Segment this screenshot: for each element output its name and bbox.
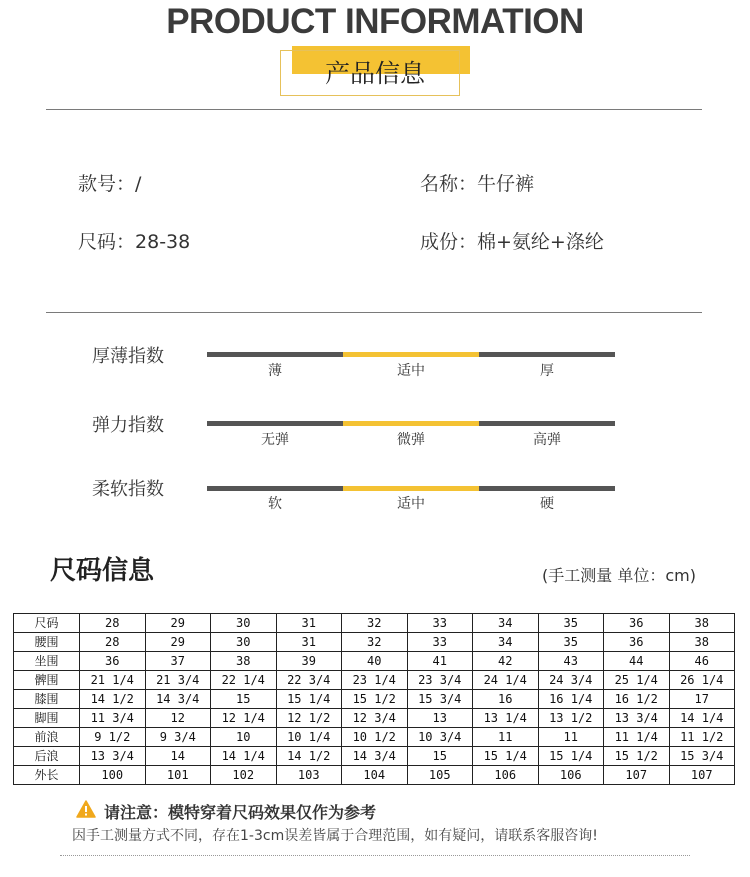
table-row	[14, 671, 735, 690]
table-cell: 104	[342, 766, 408, 785]
product-name-row	[420, 169, 534, 196]
table-cell: 10 1/2	[342, 728, 408, 747]
elasticity-index-bar	[207, 421, 615, 426]
softness-index-label: 柔软指数	[92, 479, 164, 500]
thickness-index-label: 厚薄指数	[92, 346, 164, 367]
size-info-title: 尺码信息	[50, 556, 155, 586]
table-cell: 46	[669, 652, 735, 671]
style-number-row	[78, 169, 141, 196]
row-header-cell: 脚围	[14, 709, 80, 728]
elasticity-index-label: 弹力指数	[92, 415, 164, 436]
table-cell: 29	[145, 614, 211, 633]
table-cell: 106	[538, 766, 604, 785]
table-cell: 14 3/4	[342, 747, 408, 766]
table-cell: 13 3/4	[604, 709, 670, 728]
table-row	[14, 766, 735, 785]
size-info-unit: (手工测量 单位：cm)	[542, 566, 696, 585]
divider	[46, 312, 702, 313]
table-cell: 16	[473, 690, 539, 709]
table-cell: 13 1/4	[473, 709, 539, 728]
table-cell: 35	[538, 633, 604, 652]
table-cell: 36	[604, 633, 670, 652]
table-cell: 33	[407, 614, 473, 633]
table-cell: 21 1/4	[80, 671, 146, 690]
product-name-value: 牛仔裤	[477, 173, 535, 195]
table-cell: 15 1/4	[538, 747, 604, 766]
divider	[46, 109, 702, 110]
table-cell: 28	[80, 633, 146, 652]
table-cell: 101	[145, 766, 211, 785]
table-cell: 22 1/4	[211, 671, 277, 690]
table-cell: 9 3/4	[145, 728, 211, 747]
table-cell: 12	[145, 709, 211, 728]
material-value: 棉+氨纶+涤纶	[477, 231, 604, 253]
warning-icon	[76, 800, 96, 818]
table-cell: 15 1/4	[276, 690, 342, 709]
elasticity-option-none: 无弹	[261, 432, 289, 448]
notice-title: 请注意：模特穿着尺码效果仅作为参考	[104, 803, 377, 822]
table-cell: 15	[407, 747, 473, 766]
table-cell: 15 3/4	[669, 747, 735, 766]
table-cell: 103	[276, 766, 342, 785]
table-cell: 17	[669, 690, 735, 709]
table-cell: 29	[145, 633, 211, 652]
row-header-cell: 膝围	[14, 690, 80, 709]
softness-index-selected	[343, 486, 479, 491]
table-cell: 14 3/4	[145, 690, 211, 709]
softness-index-bar	[207, 486, 615, 491]
table-cell: 100	[80, 766, 146, 785]
table-cell: 9 1/2	[80, 728, 146, 747]
table-cell: 10	[211, 728, 277, 747]
row-header-cell: 尺码	[14, 614, 80, 633]
table-cell: 15 1/2	[342, 690, 408, 709]
dotted-divider	[60, 855, 690, 856]
section-subtitle: 产品信息	[324, 59, 425, 88]
table-cell: 13 1/2	[538, 709, 604, 728]
table-cell: 35	[538, 614, 604, 633]
section-badge	[280, 46, 470, 96]
table-cell: 38	[669, 614, 735, 633]
softness-option-hard: 硬	[540, 496, 554, 512]
table-cell: 32	[342, 614, 408, 633]
table-cell: 15 1/2	[604, 747, 670, 766]
table-cell: 14 1/2	[80, 690, 146, 709]
elasticity-option-high: 高弹	[533, 432, 561, 448]
thickness-index-selected	[343, 352, 479, 357]
table-cell: 12 3/4	[342, 709, 408, 728]
table-cell: 12 1/2	[276, 709, 342, 728]
thickness-index-bar	[207, 352, 615, 357]
row-header-cell: 坐围	[14, 652, 80, 671]
table-cell: 10 1/4	[276, 728, 342, 747]
table-cell: 21 3/4	[145, 671, 211, 690]
table-row	[14, 633, 735, 652]
row-header-cell: 髀围	[14, 671, 80, 690]
table-cell: 11 1/4	[604, 728, 670, 747]
table-cell: 106	[473, 766, 539, 785]
table-cell: 15 1/4	[473, 747, 539, 766]
table-cell: 39	[276, 652, 342, 671]
table-cell: 28	[80, 614, 146, 633]
table-cell: 33	[407, 633, 473, 652]
table-cell: 34	[473, 633, 539, 652]
table-cell: 32	[342, 633, 408, 652]
table-cell: 12 1/4	[211, 709, 277, 728]
table-cell: 15 3/4	[407, 690, 473, 709]
table-cell: 36	[604, 614, 670, 633]
table-cell: 15	[211, 690, 277, 709]
table-cell: 24 3/4	[538, 671, 604, 690]
table-cell: 38	[669, 633, 735, 652]
table-cell: 13	[407, 709, 473, 728]
table-cell: 11	[538, 728, 604, 747]
table-cell: 23 3/4	[407, 671, 473, 690]
table-row	[14, 690, 735, 709]
style-number-value: /	[135, 173, 142, 195]
table-cell: 43	[538, 652, 604, 671]
table-cell: 31	[276, 614, 342, 633]
table-cell: 42	[473, 652, 539, 671]
product-name-label: 名称：	[420, 173, 478, 195]
table-row	[14, 709, 735, 728]
style-number-label: 款号：	[78, 173, 136, 195]
table-cell: 13 3/4	[80, 747, 146, 766]
page-title: PRODUCT INFORMATION	[166, 2, 584, 41]
row-header-cell: 外长	[14, 766, 80, 785]
table-cell: 107	[669, 766, 735, 785]
table-cell: 11 3/4	[80, 709, 146, 728]
table-cell: 22 3/4	[276, 671, 342, 690]
softness-option-medium: 适中	[397, 496, 425, 512]
table-cell: 14 1/4	[211, 747, 277, 766]
table-cell: 30	[211, 614, 277, 633]
thickness-option-thin: 薄	[268, 363, 282, 379]
table-cell: 16 1/2	[604, 690, 670, 709]
table-cell: 107	[604, 766, 670, 785]
table-cell: 30	[211, 633, 277, 652]
table-cell: 105	[407, 766, 473, 785]
table-cell: 10 3/4	[407, 728, 473, 747]
table-cell: 23 1/4	[342, 671, 408, 690]
size-range-value: 28-38	[135, 231, 191, 253]
material-label: 成份：	[420, 231, 478, 253]
table-cell: 36	[80, 652, 146, 671]
thickness-option-medium: 适中	[397, 363, 425, 379]
table-row	[14, 652, 735, 671]
table-cell: 14 1/2	[276, 747, 342, 766]
table-cell: 14	[145, 747, 211, 766]
size-range-label: 尺码：	[78, 231, 136, 253]
table-cell: 16 1/4	[538, 690, 604, 709]
size-table	[13, 613, 735, 785]
table-cell: 102	[211, 766, 277, 785]
row-header-cell: 腰围	[14, 633, 80, 652]
elasticity-option-slight: 微弹	[397, 432, 425, 448]
thickness-option-thick: 厚	[540, 363, 554, 379]
softness-option-soft: 软	[268, 496, 282, 512]
table-row	[14, 728, 735, 747]
table-cell: 41	[407, 652, 473, 671]
size-range-row	[78, 227, 190, 254]
table-cell: 40	[342, 652, 408, 671]
table-cell: 14 1/4	[669, 709, 735, 728]
table-row	[14, 747, 735, 766]
table-cell: 34	[473, 614, 539, 633]
table-cell: 31	[276, 633, 342, 652]
table-cell: 38	[211, 652, 277, 671]
material-row	[420, 227, 604, 254]
notice-text: 因手工测量方式不同，存在1-3cm误差皆属于合理范围，如有疑问，请联系客服咨询!	[72, 828, 598, 844]
table-cell: 11 1/2	[669, 728, 735, 747]
table-row	[14, 614, 735, 633]
table-cell: 26 1/4	[669, 671, 735, 690]
row-header-cell: 前浪	[14, 728, 80, 747]
table-cell: 11	[473, 728, 539, 747]
table-cell: 44	[604, 652, 670, 671]
row-header-cell: 后浪	[14, 747, 80, 766]
elasticity-index-selected	[343, 421, 479, 426]
table-cell: 25 1/4	[604, 671, 670, 690]
table-cell: 24 1/4	[473, 671, 539, 690]
table-cell: 37	[145, 652, 211, 671]
